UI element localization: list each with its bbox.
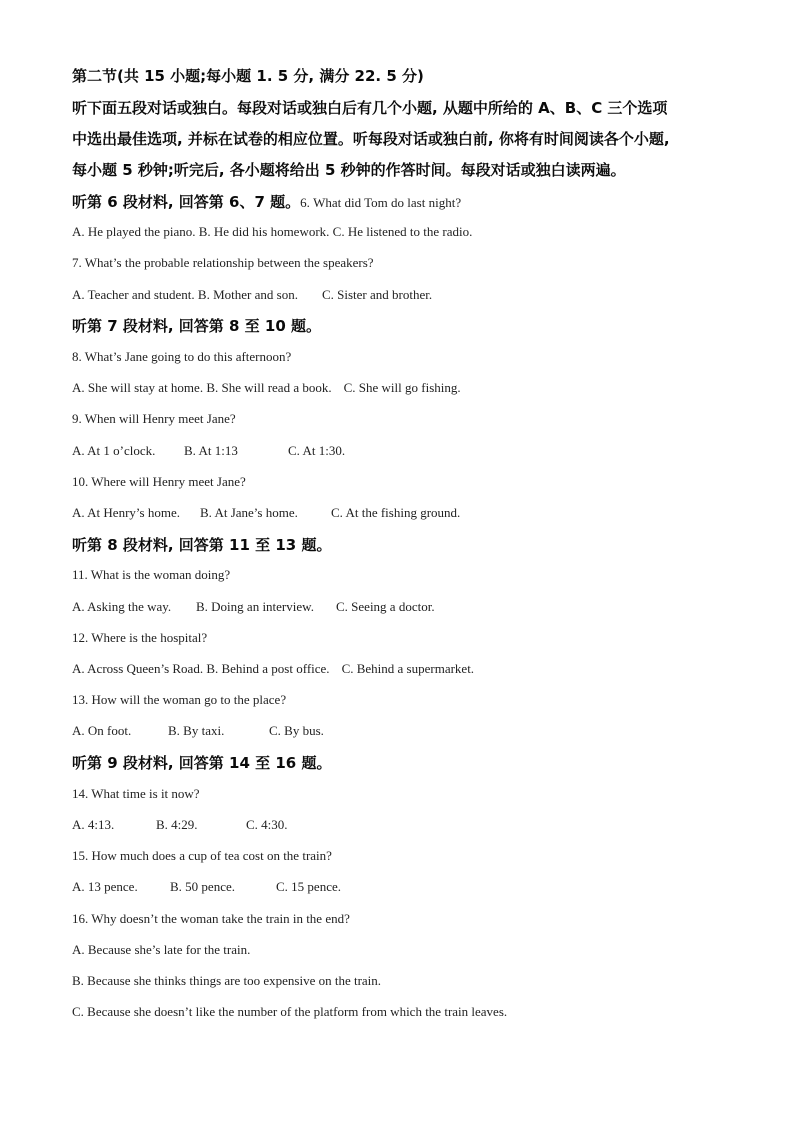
- option-a: A. 4:13.: [72, 817, 115, 832]
- instructions-line-3: 每小题 5 秒钟;听完后, 各小题将给出 5 秒钟的作答时间。每段对话或独白读两遍。: [72, 161, 626, 179]
- question-15-options: [72, 878, 341, 896]
- option-c: C. She will go fishing.: [343, 380, 461, 395]
- option-a: A. On foot.: [72, 723, 132, 738]
- option-b: B. 4:29.: [156, 817, 198, 832]
- instructions-line-1: 听下面五段对话或独白。每段对话或独白后有几个小题, 从题中所给的 A、B、C 三个选项: [72, 99, 668, 117]
- question-8-options: [72, 379, 461, 397]
- option-c: C. By bus.: [269, 723, 324, 738]
- group-header-7: 听第 7 段材料, 回答第 8 至 10 题。: [72, 317, 322, 335]
- question-16-text: 16. Why doesn’t the woman take the train in the end?: [72, 911, 350, 926]
- option-a: A. 13 pence.: [72, 879, 138, 894]
- section-heading: 第二节(共 15 小题;每小题 1. 5 分, 满分 22. 5 分): [72, 67, 424, 85]
- option-c: C. 15 pence.: [276, 879, 341, 894]
- group-header-8: 听第 8 段材料, 回答第 11 至 13 题。: [72, 536, 332, 554]
- option-c: C. 4:30.: [246, 817, 288, 832]
- option-a: A. At Henry’s home.: [72, 505, 180, 520]
- question-14-options: [72, 816, 288, 834]
- question-10-options: [72, 504, 460, 522]
- question-11-text: 11. What is the woman doing?: [72, 567, 231, 582]
- question-14-text: 14. What time is it now?: [72, 786, 200, 801]
- question-16-option-b: B. Because she thinks things are too expensive on the train.: [72, 973, 382, 988]
- question-6-options: A. He played the piano. B. He did his homework. C. He listened to the radio.: [72, 224, 473, 239]
- question-12-text: 12. Where is the hospital?: [72, 630, 208, 645]
- group-header-9: 听第 9 段材料, 回答第 14 至 16 题。: [72, 754, 332, 772]
- option-b: B. Doing an interview.: [196, 599, 314, 614]
- option-ab: A. Teacher and student. B. Mother and son.: [72, 287, 298, 302]
- question-10-text: 10. Where will Henry meet Jane?: [72, 474, 246, 489]
- question-6-text: 6. What did Tom do last night?: [300, 195, 462, 210]
- question-12-options: [72, 660, 474, 678]
- question-11-options: [72, 598, 435, 616]
- group-header-6: [72, 192, 461, 213]
- option-c: C. Seeing a doctor.: [336, 599, 435, 614]
- option-c: C. At the fishing ground.: [331, 505, 461, 520]
- question-15-text: 15. How much does a cup of tea cost on the train?: [72, 848, 332, 863]
- question-7-options: [72, 286, 432, 304]
- question-9-text: 9. When will Henry meet Jane?: [72, 411, 236, 426]
- option-b: B. At Jane’s home.: [200, 505, 298, 520]
- question-16-option-a: A. Because she’s late for the train.: [72, 942, 251, 957]
- question-13-options: [72, 722, 324, 740]
- instructions-line-2: 中选出最佳选项, 并标在试卷的相应位置。听每段对话或独白前, 你将有时间阅读各个小题,: [72, 130, 670, 148]
- question-13-text: 13. How will the woman go to the place?: [72, 692, 287, 707]
- option-a: A. Asking the way.: [72, 599, 172, 614]
- question-8-text: 8. What’s Jane going to do this afternoon?: [72, 349, 292, 364]
- option-b: B. 50 pence.: [170, 879, 235, 894]
- option-c: C. Sister and brother.: [321, 287, 433, 302]
- group-header-6-text: 听第 6 段材料, 回答第 6、7 题。: [72, 193, 301, 211]
- option-c: C. Behind a supermarket.: [341, 661, 475, 676]
- question-16-option-c: C. Because she doesn’t like the number of the platform from which the train leaves.: [72, 1004, 508, 1019]
- question-9-options: [72, 442, 345, 460]
- option-a: A. At 1 o’clock.: [72, 443, 156, 458]
- option-ab: A. Across Queen’s Road. B. Behind a post office.: [72, 661, 330, 676]
- question-7-text: 7. What’s the probable relationship between the speakers?: [72, 255, 374, 270]
- option-b: B. At 1:13: [184, 443, 238, 458]
- option-b: B. By taxi.: [168, 723, 225, 738]
- option-ab: A. She will stay at home. B. She will read a book.: [72, 380, 332, 395]
- option-c: C. At 1:30.: [288, 443, 346, 458]
